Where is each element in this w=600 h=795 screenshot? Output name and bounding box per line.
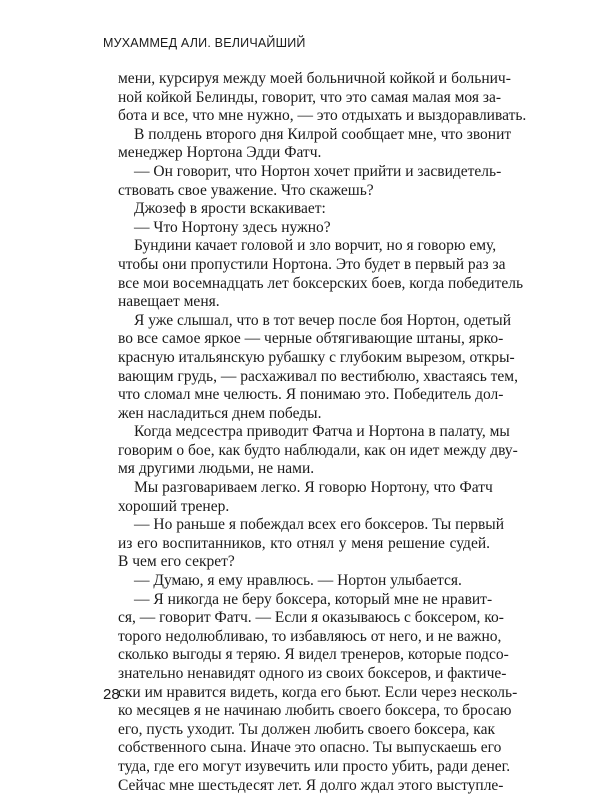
text-line: ски им нравится видеть, когда его бьют. Если через несколь- [118,683,518,701]
text-line: — Он говорит, что Нортон хочет прийти и засвидетель- [134,162,502,180]
text-line: чтобы они пропустили Нортона. Это будет в первый раз за [118,255,506,273]
text-line: ствовать свое уважение. Что скажешь? [118,181,374,199]
text-line: все мои восемнадцать лет боксерских боев, когда победитель [118,274,524,292]
text-line: Сейчас мне шестьдесят лет. Я долго ждал этого выступле- [118,776,504,794]
text-line: жен насладиться днем победы. [118,404,322,422]
text-line: В полдень второго дня Килрой сообщает мне, что звонит [134,125,512,143]
text-line: — Я никогда не беру боксера, который мне не нравит- [134,590,493,608]
text-line: Когда медсестра приводит Фатча и Нортона в палату, мы [134,423,510,441]
text-line: — Что Нортону здесь нужно? [134,218,331,236]
text-line: вающим грудь, — расхаживал по вестибюлю, хвастаясь тем, [118,367,518,385]
text-line: говорим о бое, как будто наблюдали, как он идет между дву- [118,441,518,459]
text-line: знательно ненавидят одного из своих боксеров, и фактиче- [118,665,507,682]
text-line: В чем его секрет? [118,553,235,571]
text-line: что сломал мне челюсть. Я понимаю это. Победитель дол- [118,386,504,404]
text-line: ся, — говорит Фатч. — Если я оказываюсь с боксером, ко- [118,609,504,627]
running-head: МУХАММЕД АЛИ. ВЕЛИЧАЙШИЙ [103,36,306,50]
page-number: 28 [103,686,120,703]
text-line: мя другими людьми, не нами. [118,460,315,478]
text-line: ной койкой Белинды, говорит, что это самая малая моя за- [118,88,502,106]
text-line: туда, где его могут изувечить или просто убить, ради денег. [118,757,511,775]
text-line: Бундини качает головой и зло ворчит, но я говорю ему, [134,237,497,255]
text-line: из его воспитанников, кто отнял у меня решение судей. [118,534,490,552]
text-line: бота и все, что мне нужно, — это отдыхать и выздоравливать. [118,107,527,125]
body-text [118,70,527,795]
text-line: Я уже слышал, что в тот вечер после боя Нортон, одетый [134,311,512,329]
text-line: мени, курсируя между моей больничной койкой и больнич- [118,70,511,87]
text-line: красную итальянскую рубашку с глубоким вырезом, откры- [118,348,515,366]
text-line: менеджер Нортона Эдди Фатч. [118,144,322,162]
text-line: сколько выгоды я теряю. Я видел тренеров, которые подсо- [118,646,509,664]
text-line: — Но раньше я побеждал всех его боксеров. Ты первый [134,516,505,534]
text-line: собственного сына. Иначе это опасно. Ты выпускаешь его [118,739,502,757]
text-line: во все самое яркое — черные обтягивающие штаны, ярко- [118,330,504,348]
text-line: ко месяцев я не начинаю любить своего боксера, то бросаю [118,702,512,720]
text-line: навещает меня. [118,293,220,311]
text-line: хороший тренер. [118,497,230,515]
text-line: — Думаю, я ему нравлюсь. — Нортон улыбается. [134,572,462,590]
text-line: торого недолюбливаю, то избавляюсь от него, и не важно, [118,627,502,645]
text-line: Джозеф в ярости вскакивает: [134,200,326,218]
text-line: его, пусть уходит. Ты должен любить своего боксера, как [118,720,495,738]
text-line: Мы разговариваем легко. Я говорю Нортону, что Фатч [134,479,493,497]
